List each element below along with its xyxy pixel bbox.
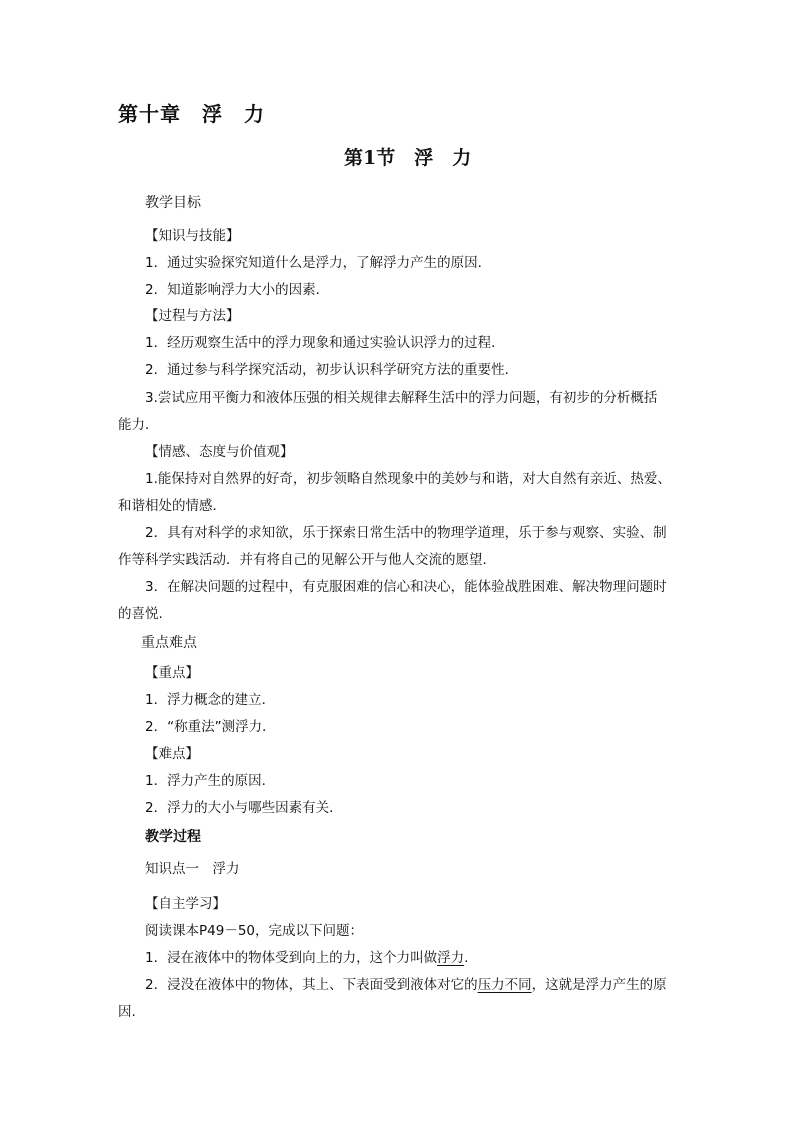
emotion-heading: 【情感、态度与价值观】 (145, 444, 294, 460)
keypoints-heading: 重点难点 (141, 635, 197, 651)
difficult-item: 2．浮力的大小与哪些因素有关． (145, 800, 343, 816)
self-study-question-1 (145, 949, 705, 967)
emotion-item: 3．在解决问题的过程中，有克服困难的信心和决心，能体验战胜困难、解决物理问题时 (145, 579, 667, 595)
process-item: 1．经历观察生活中的浮力现象和通过实验认识浮力的过程． (145, 335, 505, 351)
emotion-item: 2．具有对科学的求知欲，乐于探索日常生活中的物理学道理，乐于参与观察、实验、制 (145, 525, 667, 541)
teaching-process-heading: 教学过程 (145, 829, 201, 845)
process-item: 2．通过参与科学探究活动，初步认识科学研究方法的重要性． (145, 362, 519, 378)
section-title: 第1节 浮 力 (344, 147, 472, 169)
process-item-continued: 能力． (118, 417, 159, 433)
knowledge-item: 2．知道影响浮力大小的因素． (145, 282, 330, 298)
objectives-heading: 教学目标 (145, 195, 201, 211)
answer-blank: 浮力 (437, 950, 465, 966)
process-item: 3.尝试应用平衡力和液体压强的相关规律去解释生活中的浮力问题，有初步的分析概括 (145, 390, 658, 406)
key-item: 2．“称重法”测浮力． (145, 719, 276, 735)
process-heading: 【过程与方法】 (145, 308, 240, 324)
emotion-item-continued: 作等科学实践活动．并有将自己的见解公开与他人交流的愿望． (118, 552, 496, 568)
self-study-question-2 (145, 976, 705, 994)
emotion-item-continued: 和谐相处的情感． (118, 498, 226, 514)
question-text: . (464, 950, 469, 966)
key-item: 1．浮力概念的建立． (145, 692, 276, 708)
knowledge-item: 1．通过实验探究知道什么是浮力，了解浮力产生的原因． (145, 255, 492, 271)
difficult-label: 【难点】 (145, 746, 199, 762)
question-text: ，这就是浮力产生的原 (531, 977, 667, 993)
knowledge-point-title: 知识点一 浮力 (145, 861, 240, 877)
chapter-title: 第十章 浮 力 (118, 102, 265, 126)
emotion-item: 1.能保持对自然界的好奇，初步领略自然现象中的美妙与和谐，对大自然有亲近、热爱、 (145, 471, 671, 487)
answer-blank: 压力不同 (477, 977, 532, 993)
emotion-item-continued: 的喜悦. (118, 606, 163, 622)
self-study-question-2-continued: 因. (118, 1004, 136, 1020)
question-text: 2．浸没在液体中的物体，其上、下表面受到液体对它的 (145, 977, 478, 993)
self-study-label: 【自主学习】 (145, 896, 226, 912)
knowledge-heading: 【知识与技能】 (145, 228, 240, 244)
difficult-item: 1．浮力产生的原因． (145, 773, 276, 789)
self-study-intro: 阅读课本P49－50，完成以下问题： (145, 923, 363, 939)
key-label: 【重点】 (145, 665, 199, 681)
question-text: 1．浸在液体中的物体受到向上的力，这个力叫做 (145, 950, 438, 966)
